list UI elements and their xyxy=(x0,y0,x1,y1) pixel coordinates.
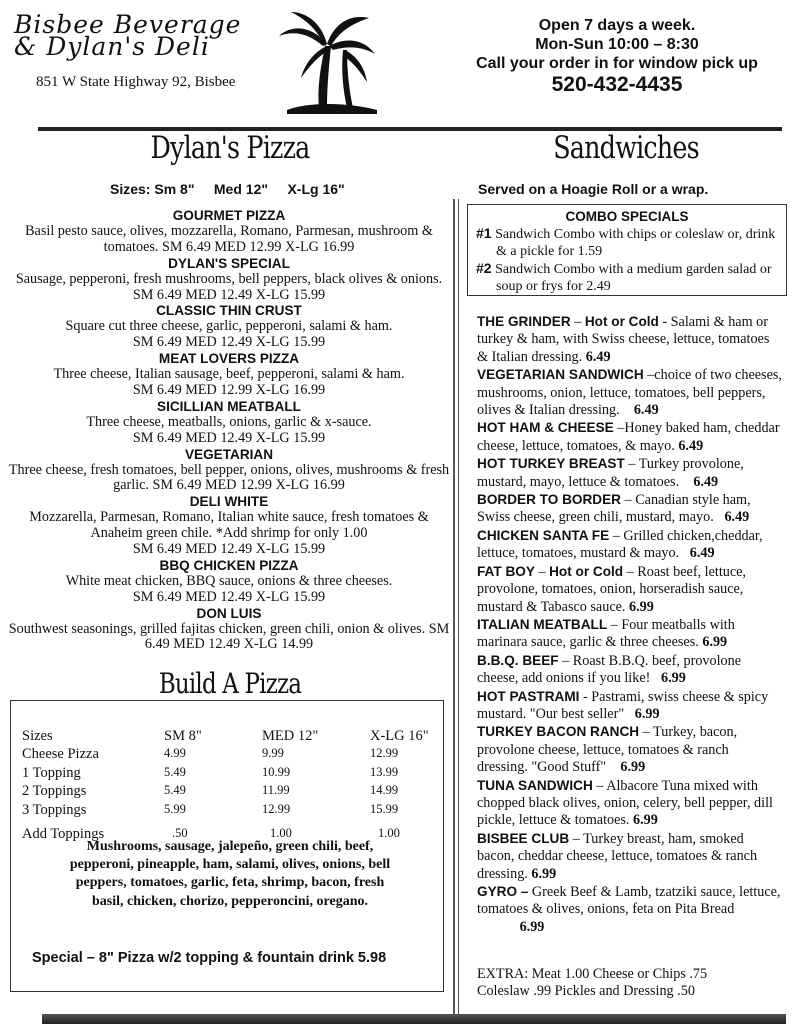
palm-tree-logo-icon xyxy=(277,6,377,118)
table-row xyxy=(22,746,442,764)
sandwich-desc: – Turkey provolone, mustard, mayo, lettuce & tomatoes. xyxy=(477,456,744,490)
row-sm: 5.49 xyxy=(164,765,186,779)
build-table-header xyxy=(22,728,442,746)
sandwich-price: 6.49 xyxy=(678,437,704,454)
open-days: Open 7 days a week. xyxy=(538,17,696,34)
row-xlg: 1.00 xyxy=(378,826,400,840)
list-item xyxy=(477,455,783,491)
pizza-desc: Sausage, pepperoni, fresh mushrooms, bell peppers, black olives & onions. xyxy=(15,270,443,287)
pizza-name: VEGETARIAN xyxy=(184,446,274,462)
header-med: MED 12" xyxy=(262,728,319,744)
pizza-item xyxy=(4,494,454,558)
sandwich-price: 6.99 xyxy=(633,812,658,829)
sandwich-price: 6.99 xyxy=(634,705,660,722)
row-sm: 5.99 xyxy=(164,802,186,816)
combo-item xyxy=(476,260,778,295)
pizza-name: MEAT LOVERS PIZZA xyxy=(158,351,300,367)
sandwich-desc: – Four meatballs with marinara sauce, garlic & three cheeses. xyxy=(477,616,735,651)
brand-name xyxy=(14,10,242,61)
combo-desc: Sandwich Combo with chips or coleslaw or, drink & a pickle for 1.59 xyxy=(495,227,776,259)
open-hours: Mon-Sun 10:00 – 8:30 xyxy=(535,36,699,53)
sandwich-name: VEGETARIAN SANDWICH xyxy=(477,367,644,383)
sandwich-price: 6.49 xyxy=(689,545,715,562)
sandwich-name: FAT BOY xyxy=(477,563,535,579)
pizza-price: SM 6.49 MED 12.49 X-LG 15.99 xyxy=(132,429,326,446)
pizza-item xyxy=(4,303,454,351)
sandwich-name: GYRO – xyxy=(477,884,529,899)
sandwich-desc: – Roast beef, lettuce, provolone, tomatoes, onion, horseradish sauce, mustard & Tabasco sauce. xyxy=(477,563,747,615)
combo-number: #2 xyxy=(476,260,492,276)
pizza-list xyxy=(4,208,454,653)
combo-number: #1 xyxy=(476,225,492,241)
pizza-name: GOURMET PIZZA xyxy=(172,208,286,223)
sandwich-desc: – Turkey, bacon, provolone cheese, lettuce, tomatoes & ranch dressing. "Good Stuff" xyxy=(477,724,738,776)
row-sm: 4.99 xyxy=(164,746,186,760)
sandwich-desc: – Roast B.B.Q. beef, provolone cheese, add onions if you like! xyxy=(477,652,742,687)
list-item xyxy=(477,616,783,652)
pizza-name: DYLAN'S SPECIAL xyxy=(168,255,290,271)
list-item: FAT BOY – Hot or Cold – Roast beef, lettuce, provolone, tomatoes, onion, horseradish sauce, mustard & Tabasco sauce. 6.99 xyxy=(477,563,747,615)
pizza-price: SM 6.49 MED 12.99 X-LG 16.99 xyxy=(132,381,326,398)
row-xlg: 12.99 xyxy=(370,746,399,760)
sandwich-price: 6.99 xyxy=(531,865,557,882)
pizza-name: BBQ CHICKEN PIZZA xyxy=(159,557,299,573)
pizza-desc: Square cut three cheese, garlic, pepperoni, salami & ham. xyxy=(65,318,393,335)
combo-item xyxy=(476,225,778,260)
extras xyxy=(477,966,707,1001)
sandwich-price: 6.49 xyxy=(693,473,719,490)
header-sm: SM 8" xyxy=(164,728,202,744)
sandwich-price: 6.99 xyxy=(629,598,654,615)
combo-title: COMBO SPECIALS xyxy=(565,209,689,224)
sandwich-price: 6.49 xyxy=(585,348,611,365)
list-item xyxy=(477,419,783,455)
sandwiches-section-title: Sandwiches xyxy=(553,130,699,166)
sandwich-name: THE GRINDER xyxy=(477,314,571,329)
pizza-item xyxy=(4,558,454,606)
sandwich-desc: –choice of two cheeses, mushrooms, onion, lettuce, tomatoes, bell peppers, olives & Italian dressing. xyxy=(477,367,782,419)
row-xlg: 15.99 xyxy=(370,802,399,816)
sandwich-list xyxy=(477,313,783,936)
phone-number[interactable]: 520-432-4435 xyxy=(551,73,683,96)
pizza-desc: Three cheese, meatballs, onions, garlic & x-sauce. xyxy=(86,413,372,430)
pizza-desc: Mozzarella, Parmesan, Romano, Italian white sauce, fresh tomatoes & Anaheim green chile. *Add shrimp for only 1.00 xyxy=(29,509,429,542)
list-item xyxy=(477,777,783,830)
list-item xyxy=(477,652,783,688)
list-item xyxy=(477,366,783,419)
store-info xyxy=(452,16,782,97)
row-med: 1.00 xyxy=(270,826,292,840)
column-divider xyxy=(453,199,455,1014)
combo-specials-box xyxy=(467,204,787,296)
pizza-price: SM 6.49 MED 12.49 X-LG 14.99 xyxy=(144,620,450,653)
extras-line-1: EXTRA: Meat 1.00 Cheese or Chips .75 xyxy=(477,966,708,982)
sandwich-option: Hot or Cold xyxy=(584,314,659,329)
pizza-price: SM 6.49 MED 12.49 X-LG 15.99 xyxy=(132,334,326,351)
brand-line-1: Bisbee Beverage xyxy=(14,10,242,39)
pizza-item xyxy=(4,447,454,495)
sandwich-desc: – Grilled chicken,cheddar, lettuce, tomatoes, mustard & mayo. xyxy=(477,527,763,562)
table-row xyxy=(22,765,442,783)
extras-line-2: Coleslaw .99 Pickles and Dressing .50 xyxy=(477,983,695,1000)
list-item: THE GRINDER – Hot or Cold - Salami & ham or turkey & ham, with Swiss cheese, lettuce, tomatoes & Italian dressing. 6.49 xyxy=(477,314,770,365)
row-label: Add Toppings xyxy=(22,826,105,842)
sandwich-option: Hot or Cold xyxy=(549,563,624,579)
sandwich-price: 6.49 xyxy=(633,402,659,419)
call-in-note: Call your order in for window pick up xyxy=(476,55,758,72)
sandwich-name: HOT HAM & CHEESE xyxy=(477,420,614,436)
pizza-item xyxy=(4,208,454,256)
table-row xyxy=(22,783,442,801)
list-item xyxy=(477,723,783,776)
row-med: 10.99 xyxy=(262,765,291,779)
pizza-name: CLASSIC THIN CRUST xyxy=(156,303,302,319)
row-med: 12.99 xyxy=(262,802,291,816)
footer-bar xyxy=(42,1014,786,1024)
sandwich-desc: –Honey baked ham, cheddar cheese, lettuce, tomatoes, & mayo. xyxy=(477,420,780,454)
sandwich-price: 6.99 xyxy=(661,670,686,687)
pizza-section-title: Dylan's Pizza xyxy=(150,130,310,166)
row-label: Cheese Pizza xyxy=(22,746,99,762)
sandwich-desc: - Salami & ham or turkey & ham, with Swiss cheese, lettuce, tomatoes & Italian dressing. xyxy=(477,314,770,365)
sandwich-desc: – Turkey breast, ham, smoked bacon, cheddar cheese, lettuce, tomatoes & ranch dressing. xyxy=(477,830,758,882)
sandwich-desc: Greek Beef & Lamb, tzatziki sauce, lettuce, tomatoes & olives, onions, feta on Pita Bread xyxy=(477,884,781,918)
header-sizes: Sizes xyxy=(22,728,53,744)
sandwich-name: ITALIAN MEATBALL xyxy=(477,616,608,632)
sandwich-price: 6.99 xyxy=(702,634,728,651)
sandwich-name: TUNA SANDWICH xyxy=(477,777,593,793)
row-xlg: 13.99 xyxy=(370,765,399,779)
sandwich-desc: - Pastrami, swiss cheese & spicy mustard. "Our best seller" xyxy=(477,688,769,722)
pizza-price: SM 6.49 MED 12.99 X-LG 16.99 xyxy=(152,477,345,494)
row-sm: 5.49 xyxy=(164,783,186,797)
header-xlg: X-LG 16" xyxy=(370,728,429,744)
list-item xyxy=(477,830,783,883)
list-item xyxy=(477,688,783,724)
sandwich-price: 6.99 xyxy=(620,759,646,776)
pizza-name: DELI WHITE xyxy=(189,494,269,510)
address: 851 W State Highway 92, Bisbee xyxy=(36,74,236,90)
pizza-item xyxy=(4,256,454,304)
sandwich-name: TURKEY BACON RANCH xyxy=(477,724,640,740)
sandwich-desc: – Albacore Tuna mixed with chopped black olives, onion, celery, bell pepper, dill pickle, lettuce & tomatoes. xyxy=(477,777,773,829)
pizza-desc: Basil pesto sauce, olives, mozzarella, Romano, Parmesan, mushroom & tomatoes. xyxy=(25,222,433,255)
combo-desc: Sandwich Combo with a medium garden salad or soup or frys for 2.49 xyxy=(495,262,772,294)
served-note: Served on a Hoagie Roll or a wrap. xyxy=(478,181,709,197)
row-med: 11.99 xyxy=(262,783,290,797)
sandwich-name: HOT TURKEY BREAST xyxy=(477,456,625,472)
sandwich-name: HOT PASTRAMI xyxy=(477,688,580,704)
sandwich-desc: – Canadian style ham, Swiss cheese, green chili, mustard, mayo. xyxy=(477,492,751,526)
sandwich-price: 6.99 xyxy=(519,918,545,935)
pizza-price: SM 6.49 MED 12.49 X-LG 15.99 xyxy=(132,286,326,303)
brand-line-2: & Dylan's Deli xyxy=(14,32,210,61)
pizza-sizes: Sizes: Sm 8" Med 12" X-Lg 16" xyxy=(110,181,345,197)
pizza-desc: Three cheese, fresh tomatoes, bell pepper, onions, olives, mushrooms & fresh garlic. xyxy=(8,461,450,494)
build-pizza-title: Build A Pizza xyxy=(158,667,302,700)
list-item xyxy=(477,491,783,527)
sandwich-name: BORDER TO BORDER xyxy=(477,492,622,508)
row-label: 3 Toppings xyxy=(22,802,87,818)
pizza-item xyxy=(4,606,454,654)
row-sm: .50 xyxy=(172,826,188,840)
pizza-desc: Southwest seasonings, grilled fajitas chicken, green chili, onion & olives. xyxy=(8,620,426,637)
sandwich-price: 6.49 xyxy=(724,509,750,526)
row-xlg: 14.99 xyxy=(370,783,399,797)
pizza-price: SM 6.49 MED 12.49 X-LG 15.99 xyxy=(132,541,326,558)
column-divider-inner xyxy=(458,199,459,1014)
row-med: 9.99 xyxy=(262,746,284,760)
pizza-desc: White meat chicken, BBQ sauce, onions & three cheeses. xyxy=(65,572,393,589)
pizza-item xyxy=(4,351,454,399)
sandwich-name: BISBEE CLUB xyxy=(477,830,570,846)
row-label: 1 Topping xyxy=(22,765,81,781)
pizza-name: SICILLIAN MEATBALL xyxy=(157,398,301,414)
list-item xyxy=(477,883,783,936)
pizza-price: SM 6.49 MED 12.49 X-LG 15.99 xyxy=(132,588,326,605)
sandwich-name: CHICKEN SANTA FE xyxy=(477,527,610,543)
pizza-price: SM 6.49 MED 12.99 X-LG 16.99 xyxy=(162,238,355,255)
pizza-desc: Three cheese, Italian sausage, beef, pepperoni, salami & ham. xyxy=(53,366,405,383)
pizza-special: Special – 8" Pizza w/2 topping & fountain drink 5.98 xyxy=(32,950,387,966)
pizza-name: DON LUIS xyxy=(196,605,262,621)
toppings-list: Mushrooms, sausage, jalepeño, green chili, beef, pepperoni, pineapple, ham, salami, olives, onions, bell peppers, tomatoes, garlic, feta, shrimp, bacon, fresh basil, chicken, chorizo, pepperoncini, oregano. xyxy=(69,839,391,909)
table-row xyxy=(22,802,442,820)
list-item xyxy=(477,527,783,563)
pizza-item xyxy=(4,399,454,447)
row-label: 2 Toppings xyxy=(22,783,87,799)
sandwich-name: B.B.Q. BEEF xyxy=(477,652,559,668)
